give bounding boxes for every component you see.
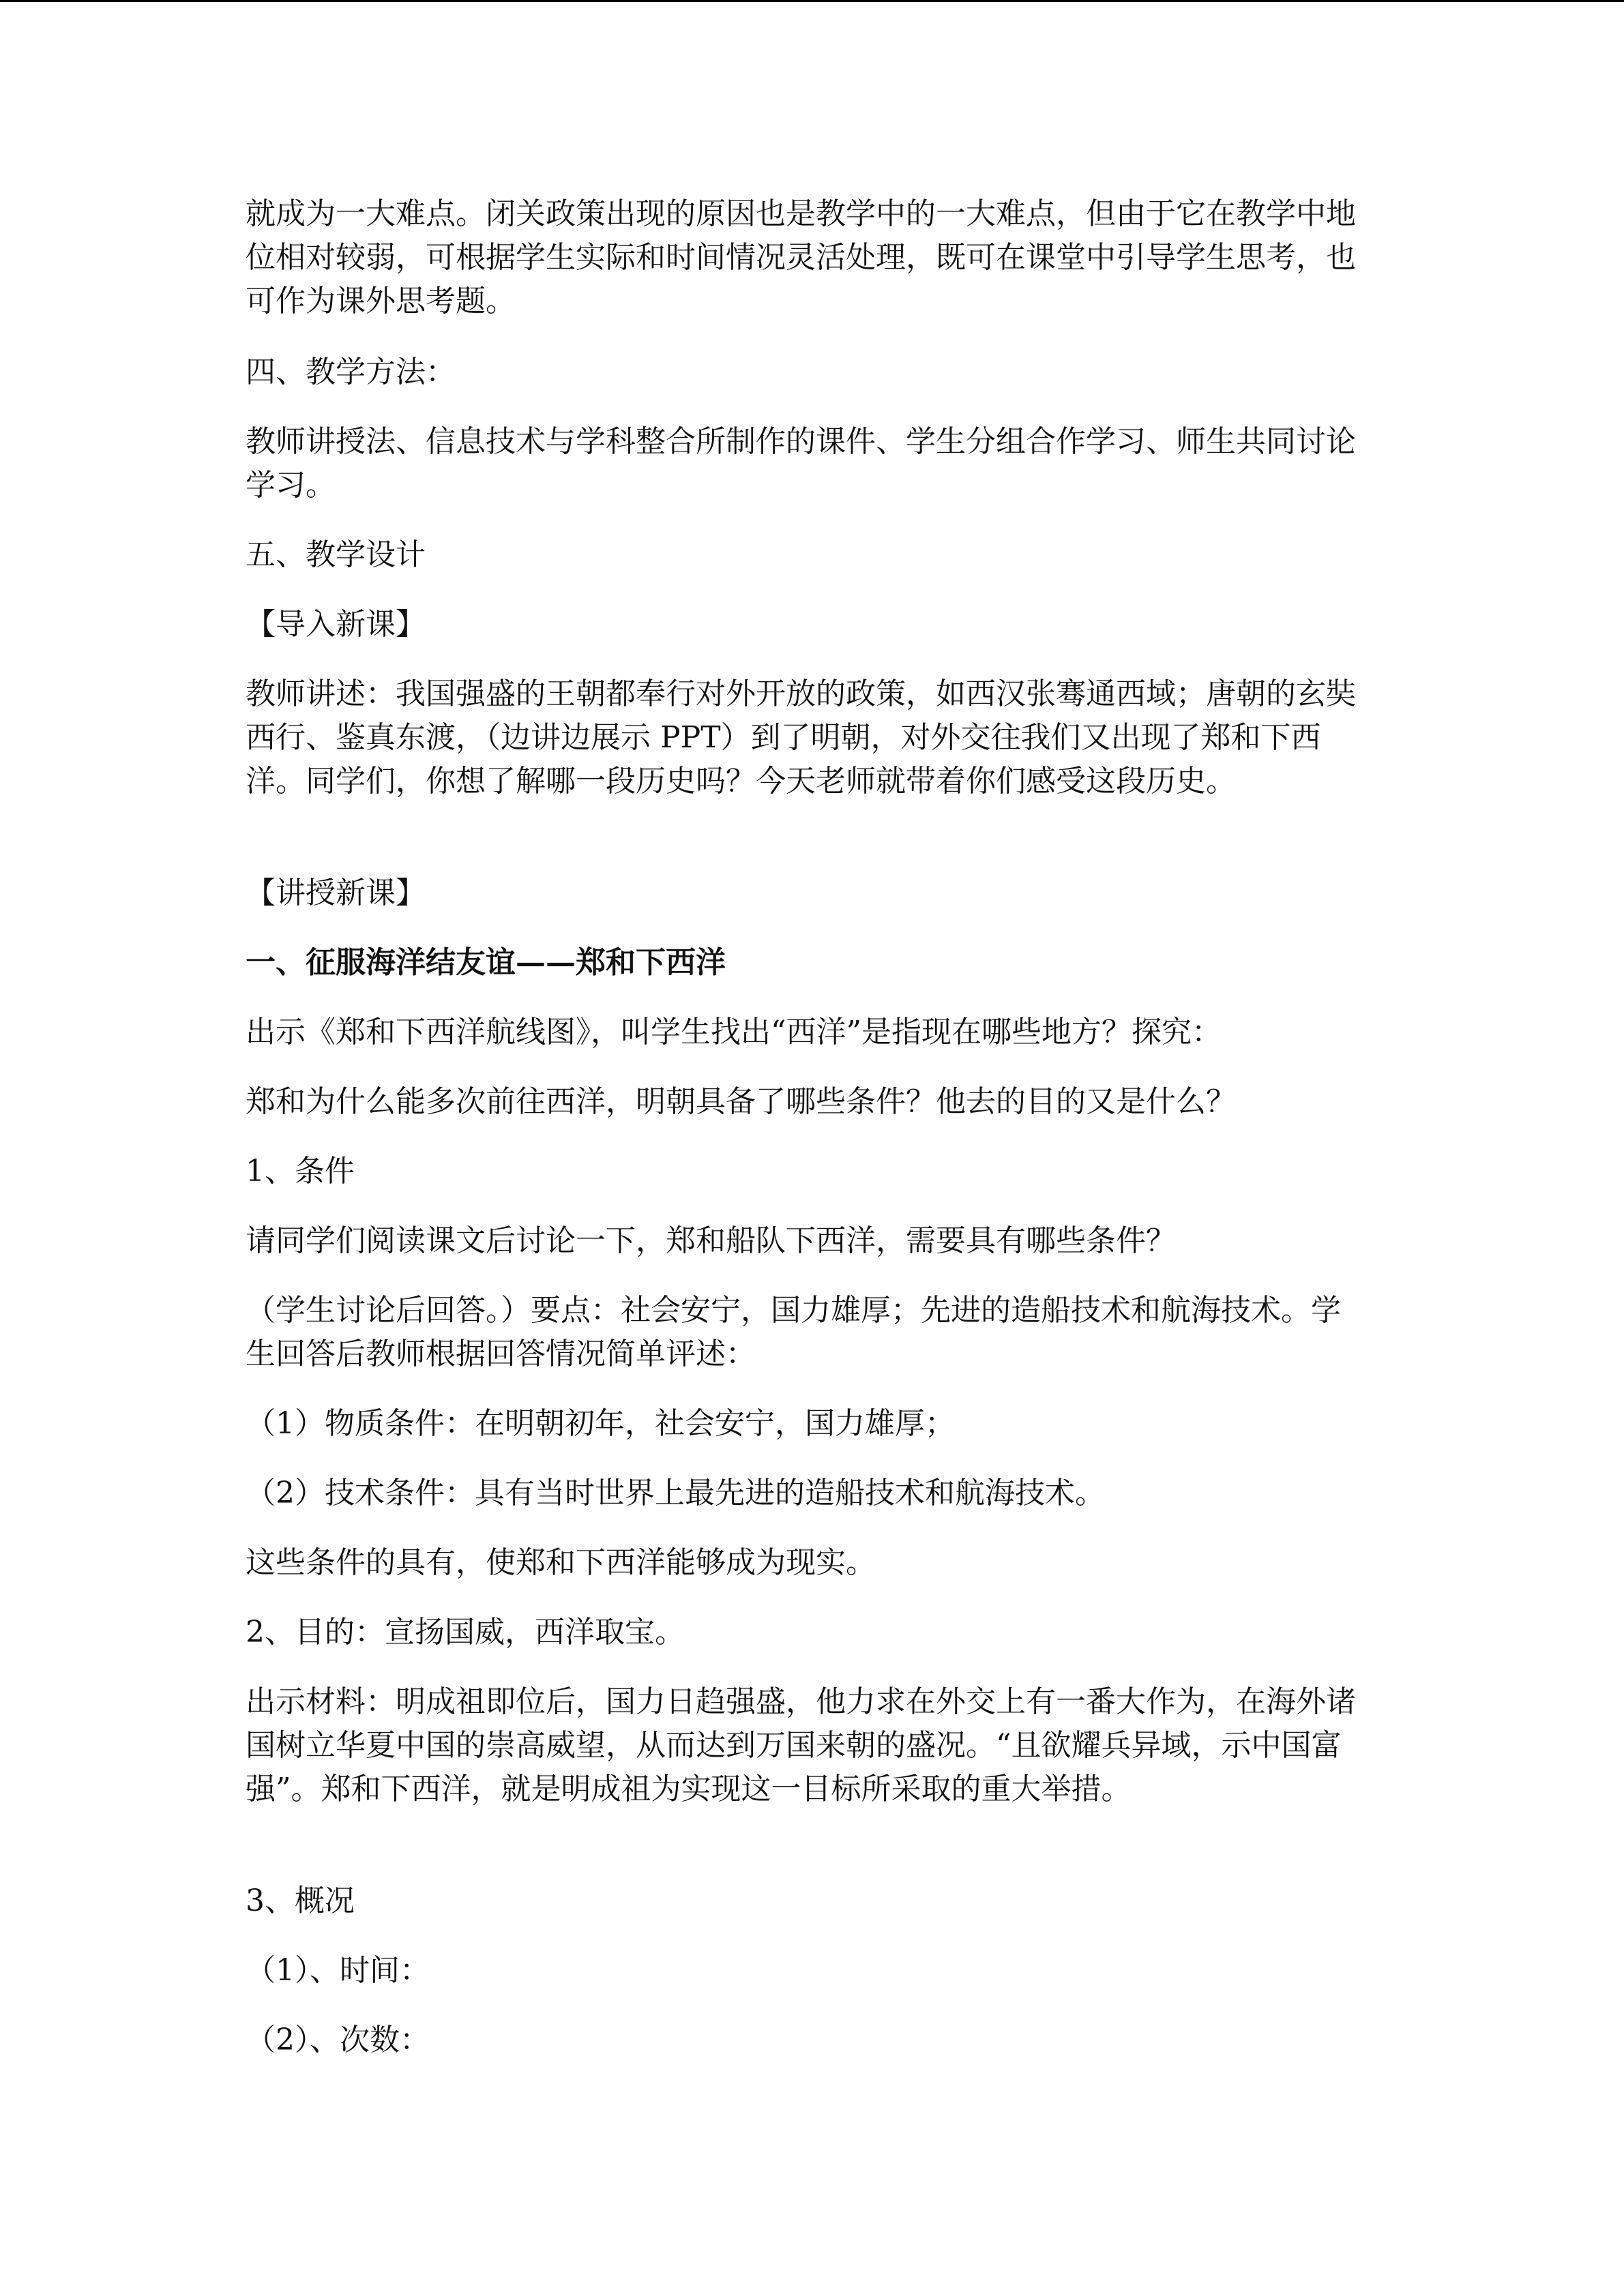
paragraph-conditions-summary: 这些条件的具有，使郑和下西洋能够成为现实。 <box>246 1545 876 1580</box>
section-title-zhenghe: 一、征服海洋结友谊——郑和下西洋 <box>246 945 726 980</box>
paragraph-route-map: 出示《郑和下西洋航线图》，叫学生找出“西洋”是指现在哪些地方？探究： <box>246 1015 1222 1049</box>
paragraph-methods: 教师讲授法、信息技术与学科整合所制作的课件、学生分组合作学习、师生共同讨论学习。 <box>246 424 1356 503</box>
paragraph-discussion: 请同学们阅读课文后讨论一下，郑和船队下西洋，需要具有哪些条件？ <box>246 1223 1176 1258</box>
paragraph-material: 出示材料：明成祖即位后，国力日趋强盛，他力求在外交上有一番大作为，在海外诸国树立华夏中国的崇高威望，从而达到万国来朝的盛况。“且欲耀兵异域，示中国富强”。郑和下西洋，就是明成祖为实现这一目标所采取的重大举措。 <box>246 1684 1356 1806</box>
heading-new-lesson: 【讲授新课】 <box>246 876 426 910</box>
list-item-time: （1）、时间： <box>246 1953 430 1988</box>
list-item-count: （2）、次数： <box>246 2023 430 2057</box>
heading-purpose: 2、目的：宣扬国威，西洋取宝。 <box>246 1615 685 1650</box>
heading-lead-in: 【导入新课】 <box>246 607 426 642</box>
paragraph-teacher-narration: 教师讲述：我国强盛的王朝都奉行对外开放的政策，如西汉张骞通西域；唐朝的玄奘西行、鉴真东渡，（边讲边展示 PPT）到了明朝，对外交往我们又出现了郑和下西洋。同学们，你想了解哪一段历史吗？今天老师就带着你们感受这段历史。 <box>246 676 1356 799</box>
paragraph-difficulty: 就成为一大难点。闭关政策出现的原因也是教学中的一大难点，但由于它在教学中地位相对较弱，可根据学生实际和时间情况灵活处理，既可在课堂中引导学生思考，也可作为课外思考题。 <box>246 196 1356 318</box>
list-item-technical-conditions: （2）技术条件：具有当时世界上最先进的造船技术和航海技术。 <box>246 1476 1105 1510</box>
paragraph-key-points: （学生讨论后回答。）要点：社会安宁，国力雄厚；先进的造船技术和航海技术。学生回答后教师根据回答情况简单评述： <box>246 1293 1341 1371</box>
heading-conditions: 1、条件 <box>246 1154 355 1189</box>
heading-teaching-design: 五、教学设计 <box>246 537 426 572</box>
page-top-border <box>0 0 1624 2</box>
heading-teaching-methods: 四、教学方法： <box>246 355 456 389</box>
heading-overview: 3、概况 <box>246 1883 355 1918</box>
list-item-material-conditions: （1）物质条件：在明朝初年，社会安宁，国力雄厚； <box>246 1406 955 1441</box>
paragraph-question: 郑和为什么能多次前往西洋，明朝具备了哪些条件？他去的目的又是什么？ <box>246 1084 1236 1119</box>
